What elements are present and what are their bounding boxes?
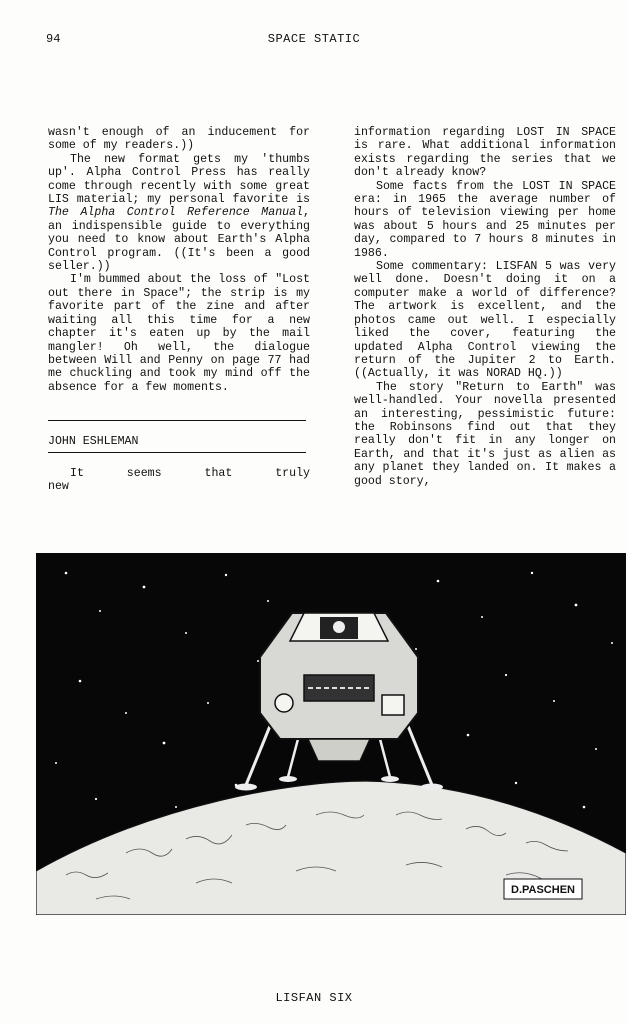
paragraph: I'm bummed about the loss of "Lost out there in Space"; the strip is my favorite part of the zine and after waiting all this time for a new chapter it's eaten up by the mail mangler! Oh well, the dialogue between Will and Penny on page 77 had me chuckling and took my mind off the absence for a few moments. xyxy=(48,273,310,394)
running-title: SPACE STATIC xyxy=(267,32,361,46)
paragraph: Some facts from the LOST IN SPACE era: in 1965 the average number of hours of television viewing per home was about 5 hours and 25 minutes per day, compared to 7 hours 8 minutes in 1986. xyxy=(354,179,616,260)
paragraph: The new format gets my 'thumbs up'. Alpha Control Press has really come through recently with some great LIS material; my personal favorite is The Alpha Control Reference Manual, an indispensible guide to everything you need to know about Earth's Alpha Control program. ((It's been a good seller.)) xyxy=(48,152,310,274)
paragraph: wasn't enough of an inducement for some of my readers.)) xyxy=(48,126,310,153)
lander-over-planet-drawing xyxy=(36,553,626,915)
page-number: 94 xyxy=(46,32,61,46)
spacecraft-illustration xyxy=(36,553,626,915)
book-title: The Alpha Control Reference Manual xyxy=(48,206,304,220)
footer-title: LISFAN SIX xyxy=(275,991,353,1005)
right-column xyxy=(354,126,616,488)
paragraph: It seems that truly new xyxy=(48,466,310,493)
byline: JOHN ESHLEMAN xyxy=(48,435,139,449)
left-column xyxy=(48,126,310,493)
paragraph: The story "Return to Earth" was well-handled. Your novella presented an interesting, pessimistic future: the Robinsons find out that they really don't fit in any longer on Earth, and that it's just as alien as any planet they landed on. It makes a good story, xyxy=(354,380,616,488)
artist-signature: D.PASCHEN xyxy=(511,884,575,896)
paragraph: Some commentary: LISFAN 5 was very well done. Doesn't doing it on a computer make a world of difference? The artwork is excellent, and the photos came out well. I especially liked the cover, featuring the updated Alpha Control viewing the return of the Jupiter 2 to Earth. ((Actually, it was NORAD HQ.)) xyxy=(354,260,616,381)
paragraph: information regarding LOST IN SPACE is rare. What additional information exists regarding the series that we don't already know? xyxy=(354,126,616,180)
